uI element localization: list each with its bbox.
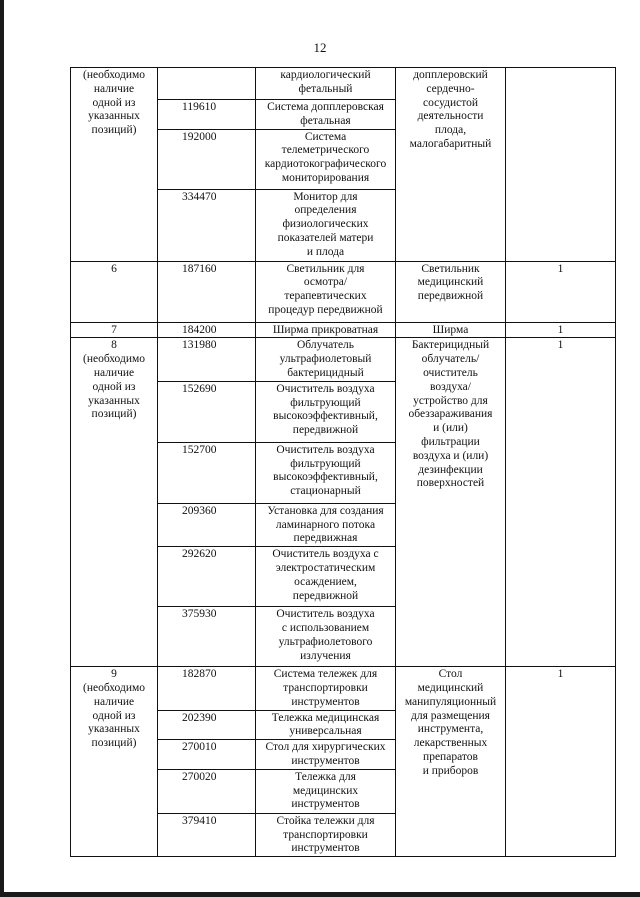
group-number-cell (71, 338, 158, 667)
table-row (71, 338, 616, 381)
item-code: 187160 (158, 261, 256, 322)
item-code: 375930 (158, 607, 256, 667)
item-name: Очиститель воздуха фильтрующий высокоэффективный, передвижной (256, 381, 396, 442)
device-name: Стол медицинский манипуляционный для размещения инструмента, лекарственных препаратов и приборов (396, 667, 506, 857)
scan-bottom-edge (0, 892, 640, 897)
quantity: 1 (506, 338, 616, 667)
table-row (71, 68, 616, 100)
quantity (506, 68, 616, 262)
item-code: 182870 (158, 667, 256, 710)
device-name: Ширма (396, 322, 506, 338)
item-code (158, 68, 256, 100)
item-code: 379410 (158, 813, 256, 856)
item-code: 270010 (158, 740, 256, 770)
item-code: 202390 (158, 710, 256, 740)
item-name: Система тележек для транспортировки инструментов (256, 667, 396, 710)
device-name: Бактерицидный облучатель/ очиститель воздуха/ устройство для обеззараживания и (или) фильтрации воздуха и (или) дезинфекции поверхностей (396, 338, 506, 667)
quantity: 1 (506, 261, 616, 322)
item-name: Стол для хирургических инструментов (256, 740, 396, 770)
quantity: 1 (506, 322, 616, 338)
item-code: 152690 (158, 381, 256, 442)
group-note: (необходимо наличие одной из указанных позиций) (82, 681, 145, 750)
item-name: Установка для создания ламинарного потока передвижная (256, 503, 396, 546)
item-code: 334470 (158, 189, 256, 261)
item-name: Светильник для осмотра/ терапевтических процедур передвижной (256, 261, 396, 322)
item-name: Ширма прикроватная (256, 322, 396, 338)
group-number-cell (71, 322, 158, 338)
item-code: 152700 (158, 442, 256, 503)
table-row (71, 322, 616, 338)
group-note: (необходимо наличие одной из указанных позиций) (82, 353, 145, 421)
page-number: 12 (313, 40, 327, 55)
item-name: кардиологический фетальный (256, 68, 396, 100)
item-name: Система допплеровская фетальная (256, 100, 396, 130)
item-name: Монитор для определения физиологических показателей матери и плода (256, 189, 396, 261)
item-code: 192000 (158, 129, 256, 189)
item-name: Тележка для медицинских инструментов (256, 769, 396, 813)
scan-left-edge (0, 0, 4, 897)
item-name: Очиститель воздуха фильтрующий высокоэффективный, стационарный (256, 442, 396, 503)
quantity: 1 (506, 667, 616, 857)
table-row (71, 667, 616, 710)
device-name: Светильник медицинский передвижной (396, 261, 506, 322)
item-name: Очиститель воздуха с электростатическим осаждением, передвижной (256, 547, 396, 607)
group-number: 8 (111, 339, 117, 352)
item-name: Очиститель воздуха с использованием ультрафиолетового излучения (256, 607, 396, 667)
item-code: 292620 (158, 547, 256, 607)
table-row (71, 261, 616, 322)
item-name: Стойка тележки для транспортировки инструментов (256, 813, 396, 856)
equipment-table (70, 67, 616, 857)
item-code: 270020 (158, 769, 256, 813)
item-name: Система телеметрического кардиотокографического мониторирования (256, 129, 396, 189)
item-code: 131980 (158, 338, 256, 381)
item-code: 119610 (158, 100, 256, 130)
group-number: 7 (111, 323, 117, 336)
group-number-cell (71, 68, 158, 262)
item-code: 209360 (158, 503, 256, 546)
equipment-table-body (71, 68, 616, 857)
group-note: (необходимо наличие одной из указанных позиций) (82, 69, 145, 137)
item-name: Облучатель ультрафиолетовый бактерицидный (256, 338, 396, 381)
group-number: 9 (111, 668, 117, 681)
device-name: допплеровский сердечно- сосудистой деятельности плода, малогабаритный (396, 68, 506, 262)
group-number: 6 (111, 262, 117, 275)
group-number-cell (71, 667, 158, 857)
item-name: Тележка медицинская универсальная (256, 710, 396, 740)
group-number-cell (71, 261, 158, 322)
item-code: 184200 (158, 322, 256, 338)
